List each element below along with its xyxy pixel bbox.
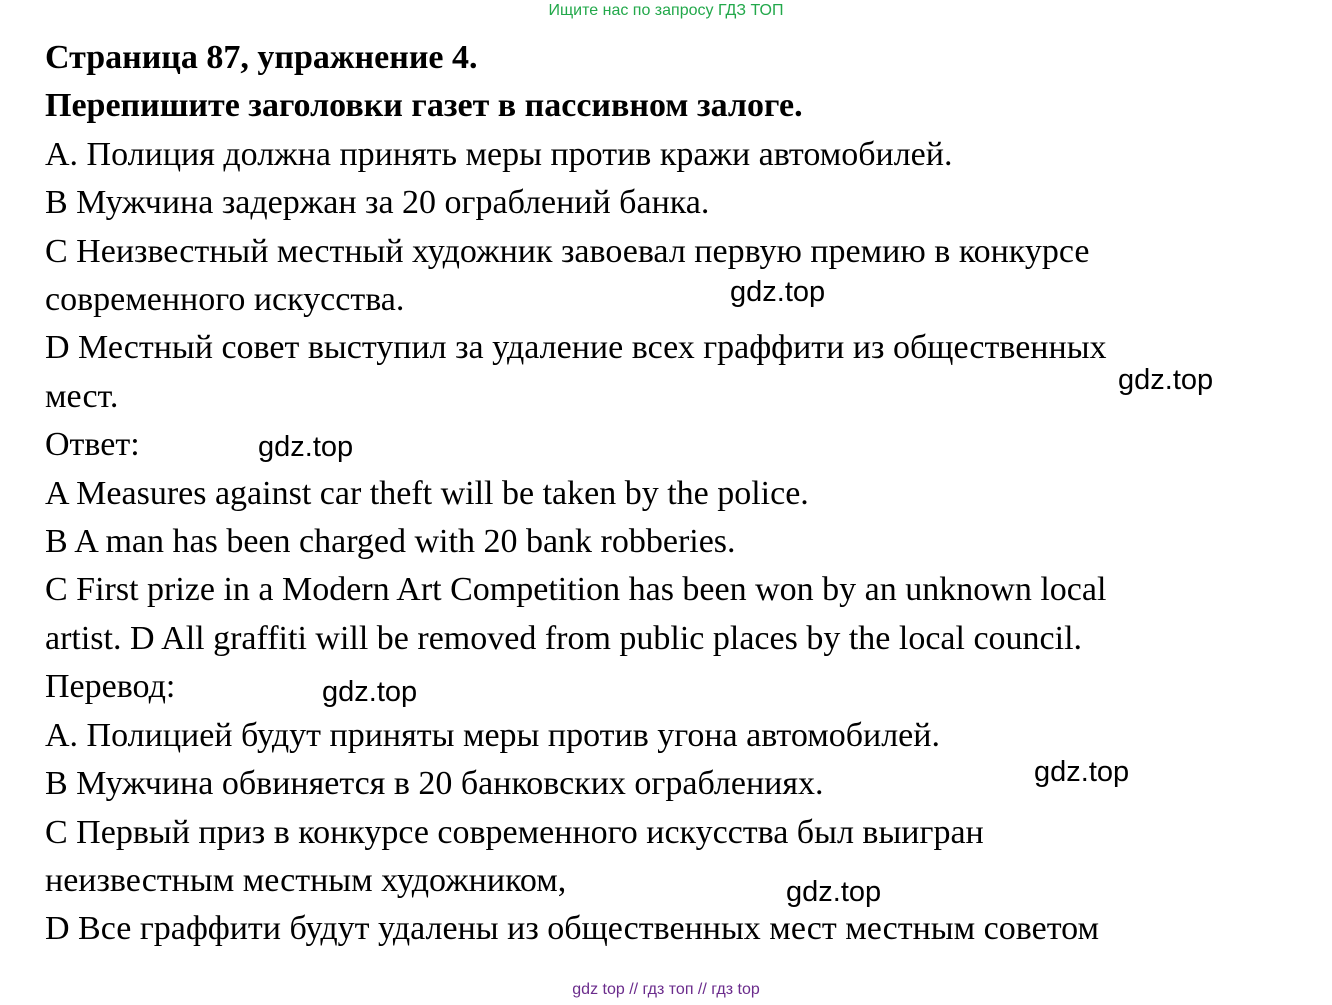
- task-line-c1: С Неизвестный местный художник завоевал первую премию в конкурсе: [45, 232, 1090, 270]
- translation-line-d: D Все граффити будут удалены из общественных мест местным советом: [45, 910, 1099, 948]
- page-heading: Страница 87, упражнение 4.: [45, 39, 478, 76]
- task-line-d1: D Местный совет выступил за удаление всех граффити из общественных: [45, 329, 1107, 367]
- translation-line-c1: С Первый приз в конкурсе современного искусства был выигран: [45, 813, 984, 851]
- answer-label: Ответ:: [45, 426, 140, 464]
- answer-line-c1: C First prize in a Modern Art Competition has been won by an unknown local: [45, 571, 1107, 609]
- task-line-d2: мест.: [45, 377, 119, 415]
- watermark-1: gdz.top: [730, 276, 826, 308]
- translation-line-a: А. Полицией будут приняты меры против угона автомобилей.: [45, 716, 940, 754]
- watermark-2: gdz.top: [1118, 364, 1214, 396]
- watermark-5: gdz.top: [1034, 756, 1130, 788]
- answer-line-a: A Measures against car theft will be taken by the police.: [45, 474, 809, 512]
- task-line-a: А. Полиция должна принять меры против кражи автомобилей.: [45, 135, 953, 173]
- answer-line-c2: artist. D All graffiti will be removed from public places by the local council.: [45, 619, 1083, 657]
- translation-line-c2: неизвестным местным художником,: [45, 861, 567, 899]
- watermark-3: gdz.top: [258, 431, 354, 463]
- task-heading: Перепишите заголовки газет в пассивном залоге.: [45, 87, 803, 125]
- answer-line-b: B A man has been charged with 20 bank robberies.: [45, 523, 736, 561]
- task-line-b: В Мужчина задержан за 20 ограблений банка.: [45, 184, 710, 222]
- footer-links: gdz top // гдз топ // гдз top: [572, 981, 760, 998]
- translation-line-b: В Мужчина обвиняется в 20 банковских ограблениях.: [45, 765, 824, 803]
- task-line-c2: современного искусства.: [45, 281, 405, 319]
- translation-label: Перевод:: [45, 668, 176, 706]
- watermark-4: gdz.top: [322, 676, 418, 708]
- document-body: [45, 34, 1305, 954]
- watermark-6: gdz.top: [786, 876, 882, 908]
- top-banner: Ищите нас по запросу ГДЗ ТОП: [548, 2, 784, 19]
